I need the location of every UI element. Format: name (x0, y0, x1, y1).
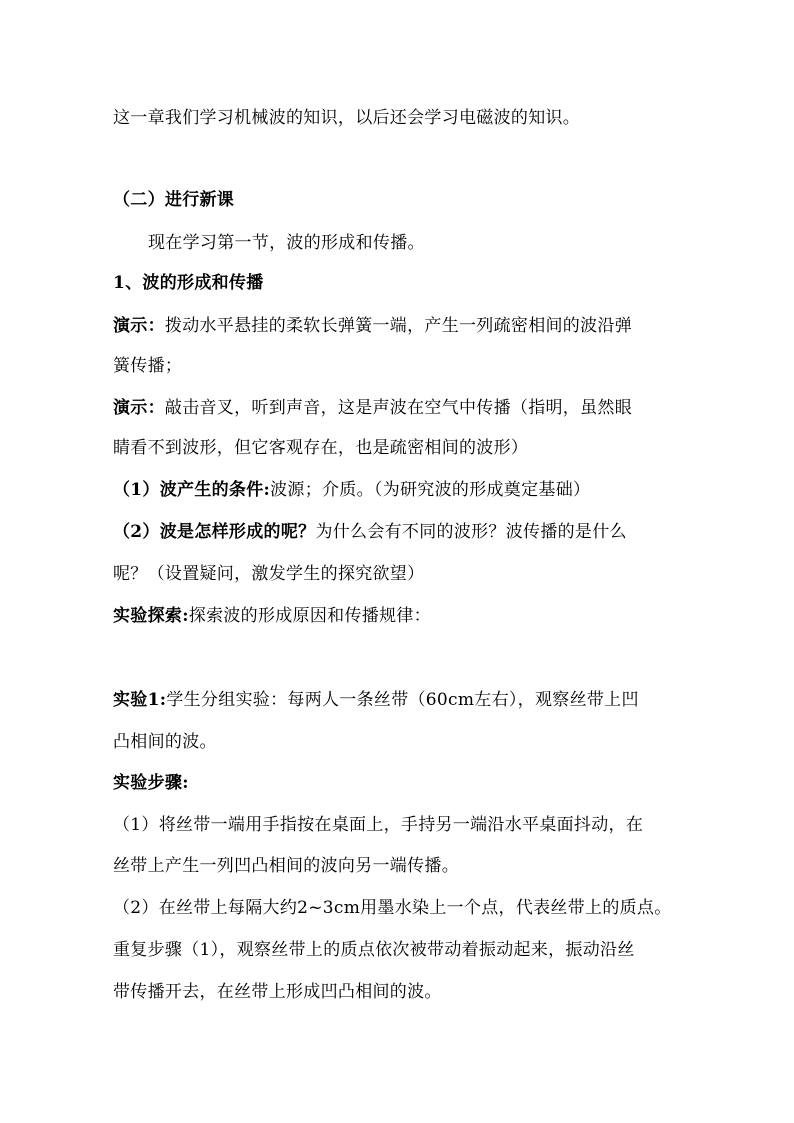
demo-label: 演示： (113, 398, 165, 418)
experiment-1-continuation (113, 732, 217, 752)
section-intro-line (148, 233, 425, 253)
wave-question-line (113, 522, 627, 542)
line-text: 睛看不到波形，但它客观存在，也是疏密相间的波形） (113, 438, 529, 458)
subsection-heading (113, 273, 264, 293)
experiment-1-label: 实验1: (113, 690, 167, 710)
line-text: 为什么会有不同的波形？波传播的是什么 (315, 522, 627, 542)
line-text: 簧传播； (113, 356, 183, 376)
line-text: 带传播开去，在丝带上形成凹凸相间的波。 (113, 982, 442, 1002)
line-text: （2）在丝带上每隔大约2~3cm用墨水染上一个点，代表丝带上的质点。 (113, 898, 672, 918)
line-text: 实验步骤: (113, 773, 189, 793)
section-heading (113, 190, 234, 210)
line-text: 呢？（设置疑问，激发学生的探究欲望） (113, 564, 425, 584)
line-text: 丝带上产生一列凹凸相间的波向另一端传播。 (113, 856, 459, 876)
experiment-1-line (113, 690, 639, 710)
demo-2-line (113, 398, 632, 418)
demo-1-continuation (113, 356, 182, 376)
line-text: （二）进行新课 (113, 190, 235, 210)
wave-question-label: （2）波是怎样形成的呢？ (113, 522, 316, 542)
line-text: （1）将丝带一端用手指按在桌面上，手持另一端沿水平桌面抖动，在 (113, 815, 644, 835)
intro-paragraph-line (113, 108, 580, 128)
demo-label: 演示： (113, 316, 165, 336)
line-text: 凸相间的波。 (113, 732, 217, 752)
wave-condition-label: （1）波产生的条件: (113, 480, 271, 500)
line-text: 敲击音叉，听到声音，这是声波在空气中传播（指明，虽然眼 (164, 398, 633, 418)
line-text: 波源；介质。（为研究波的形成奠定基础） (270, 480, 591, 500)
demo-1-line (113, 316, 632, 336)
line-text: 学生分组实验：每两人一条丝带（60cm左右），观察丝带上凹 (166, 690, 639, 710)
step-2-continuation (113, 940, 635, 960)
step-2-line (113, 898, 672, 918)
line-text: 探索波的形成原因和传播规律： (188, 606, 431, 626)
step-1-continuation (113, 856, 459, 876)
step-1-line (113, 815, 643, 835)
line-text: 拨动水平悬挂的柔软长弹簧一端，产生一列疏密相间的波沿弹 (164, 316, 633, 336)
line-text: 现在学习第一节，波的形成和传播。 (148, 233, 425, 253)
demo-2-continuation (113, 438, 528, 458)
step-2-continuation (113, 982, 442, 1002)
experiment-explore-label: 实验探索: (113, 606, 189, 626)
wave-condition-line (113, 480, 590, 500)
experiment-steps-heading (113, 773, 189, 793)
line-text: 重复步骤（1），观察丝带上的质点依次被带动着振动起来，振动沿丝 (113, 940, 635, 960)
wave-question-continuation (113, 564, 424, 584)
line-text: 1、波的形成和传播 (113, 273, 264, 293)
line-text: 这一章我们学习机械波的知识，以后还会学习电磁波的知识。 (113, 108, 581, 128)
experiment-explore-line (113, 606, 431, 626)
